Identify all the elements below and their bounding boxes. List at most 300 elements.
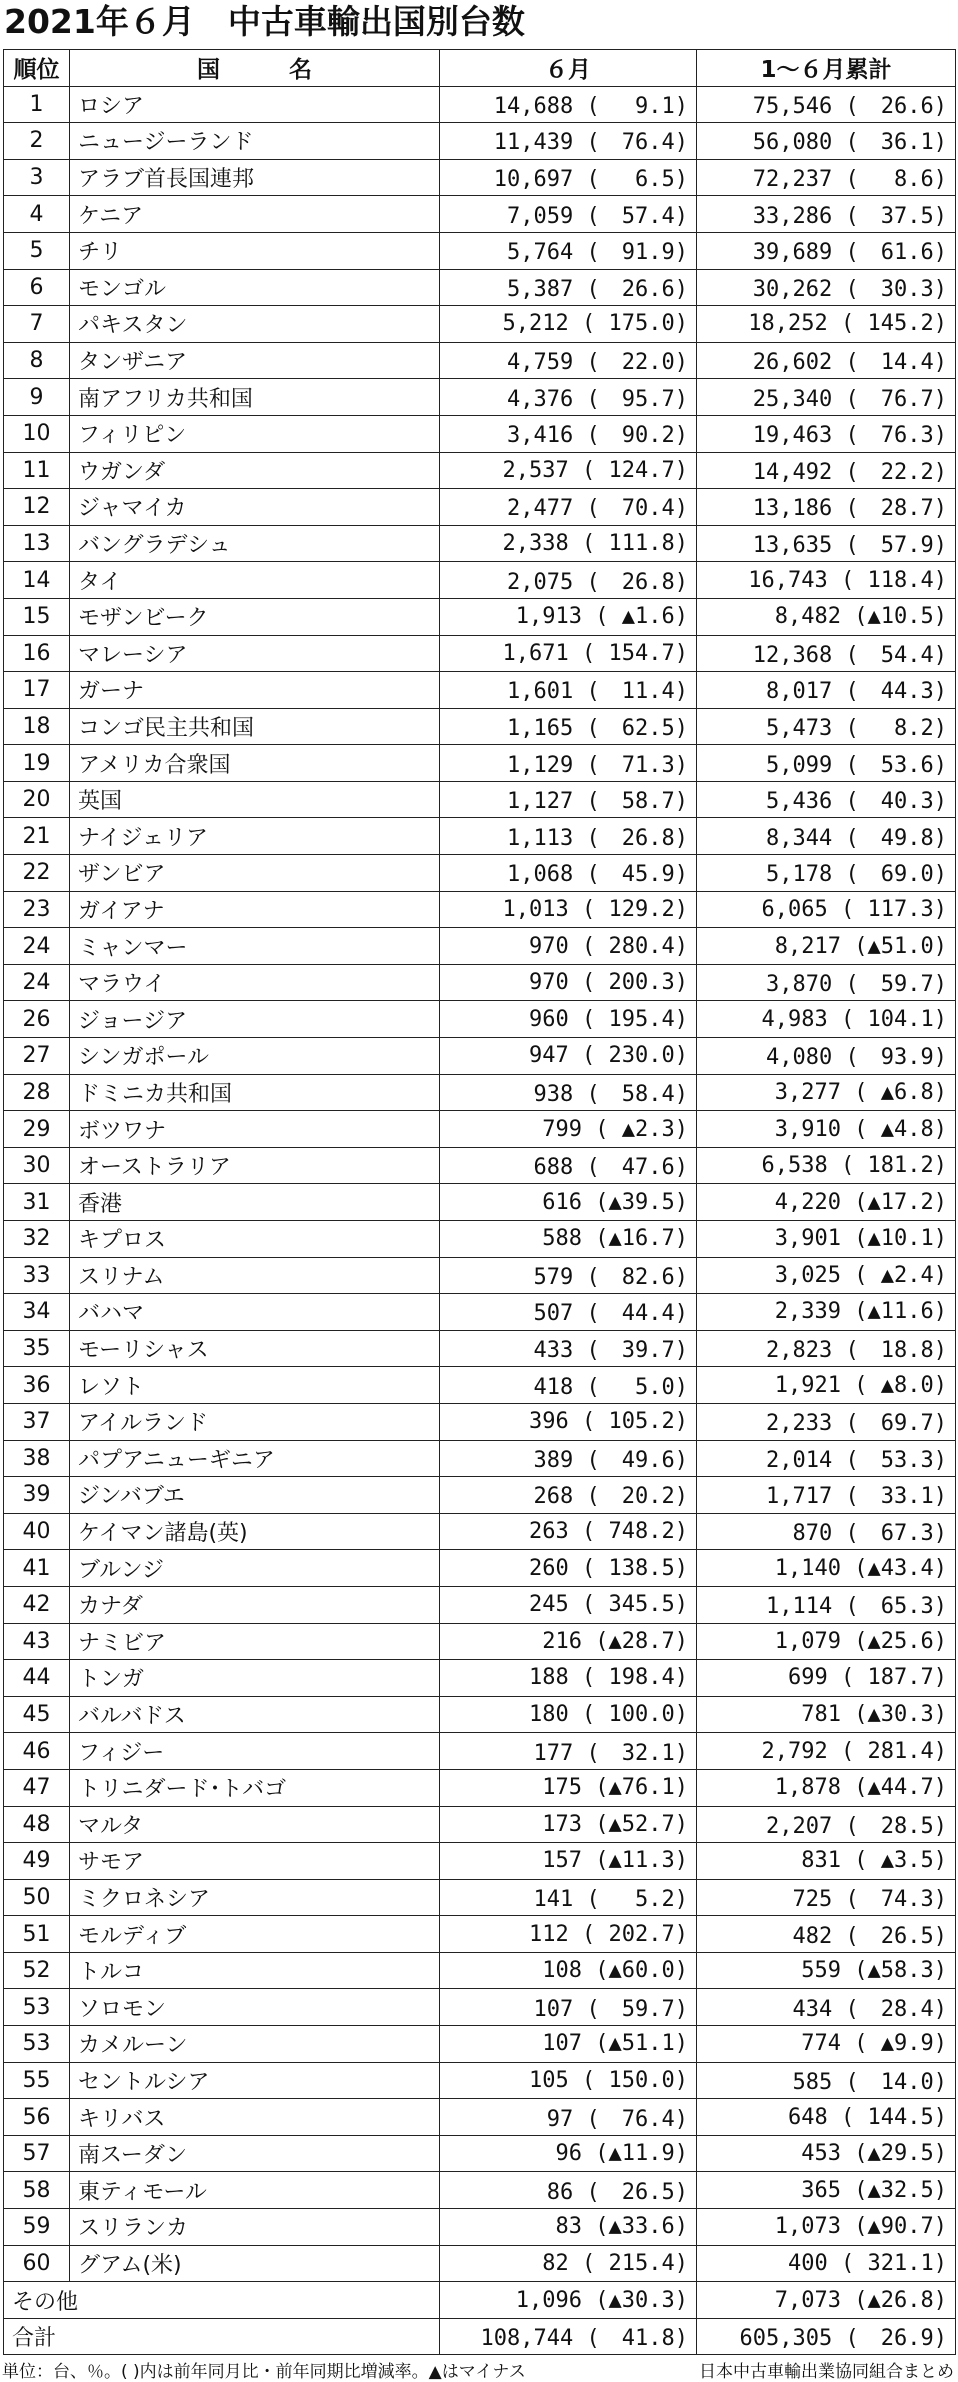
june-cell: [440, 1952, 697, 1989]
table-row: [4, 818, 956, 855]
june-cell-pct: ( 44.4): [586, 1301, 688, 1327]
table-row: [4, 781, 956, 818]
ytd-cell-pct: ( 117.3): [841, 896, 947, 922]
rank-cell: 47: [4, 1769, 70, 1806]
rank-cell: 28: [4, 1074, 70, 1111]
ytd-cell-pct: ( 37.5): [845, 203, 947, 229]
june-cell-value: 173: [542, 1811, 583, 1837]
country-cell: チリ: [70, 232, 440, 269]
june-cell: [440, 1111, 697, 1148]
ytd-cell: [697, 452, 956, 489]
ytd-cell-value: 1,717: [766, 1484, 833, 1510]
june-cell-value: 1,671: [502, 640, 569, 666]
june-cell-pct: ( 200.3): [582, 970, 688, 996]
table-row: [4, 1623, 956, 1660]
others-row-june-value: 1,096: [515, 2287, 583, 2313]
june-cell-pct: (▲28.7): [595, 1628, 688, 1654]
june-cell: [440, 708, 697, 745]
june-cell-value: 4,759: [507, 350, 574, 376]
june-cell-value: 2,338: [502, 531, 569, 557]
export-table: [3, 49, 956, 2355]
june-cell-value: 260: [529, 1555, 569, 1581]
table-row: [4, 1879, 956, 1916]
june-cell: [440, 1513, 697, 1550]
ytd-cell: [697, 1111, 956, 1148]
ytd-cell-value: 4,983: [761, 1006, 828, 1032]
rank-cell: 8: [4, 342, 70, 379]
table-row: [4, 86, 956, 123]
ytd-cell-value: 3,910: [774, 1116, 842, 1142]
country-cell: ニュージーランド: [70, 123, 440, 160]
ytd-cell: [697, 1257, 956, 1294]
june-cell: [440, 2135, 697, 2172]
country-cell: ジョージア: [70, 1001, 440, 1038]
country-cell: キリバス: [70, 2099, 440, 2136]
rank-cell: 16: [4, 635, 70, 672]
june-cell-pct: ( 45.9): [586, 862, 688, 888]
ytd-cell: [697, 1733, 956, 1770]
ytd-cell-value: 13,186: [752, 496, 833, 522]
header-rank: 順位: [4, 50, 70, 87]
june-cell-value: 579: [533, 1264, 574, 1290]
ytd-cell-pct: ( 14.4): [845, 350, 947, 376]
rank-cell: 29: [4, 1111, 70, 1148]
june-cell-value: 960: [529, 1006, 569, 1032]
ytd-cell-value: 8,344: [766, 825, 833, 851]
ytd-cell-pct: ( 26.6): [845, 93, 947, 119]
table-row: [4, 1403, 956, 1440]
country-cell: ドミニカ共和国: [70, 1074, 440, 1111]
june-cell-value: 5,212: [502, 311, 569, 337]
rank-cell: 56: [4, 2099, 70, 2136]
country-cell: 英国: [70, 781, 440, 818]
ytd-cell-value: 725: [792, 1886, 833, 1912]
june-cell-pct: ( 82.6): [586, 1264, 688, 1290]
country-cell: ボツワナ: [70, 1111, 440, 1148]
june-cell-pct: ( 22.0): [586, 350, 688, 376]
rank-cell: 30: [4, 1147, 70, 1184]
june-cell-value: 688: [533, 1155, 574, 1181]
june-cell: [440, 1916, 697, 1953]
ytd-cell-value: 8,217: [774, 933, 842, 959]
june-cell-pct: ( 58.7): [586, 789, 688, 815]
ytd-cell-value: 8,482: [774, 604, 842, 630]
june-cell-pct: ( 47.6): [586, 1155, 688, 1181]
june-cell: [440, 928, 697, 965]
country-cell: アメリカ合衆国: [70, 745, 440, 782]
table-row: [4, 159, 956, 196]
june-cell-pct: ( 111.8): [582, 531, 688, 557]
ytd-cell-pct: ( 53.6): [845, 752, 947, 778]
country-cell: バングラデシュ: [70, 525, 440, 562]
country-cell: オーストラリア: [70, 1147, 440, 1184]
ytd-cell-value: 648: [788, 2104, 828, 2130]
table-row: [4, 1294, 956, 1331]
total-row: [4, 2318, 956, 2355]
ytd-cell-pct: ( 22.2): [845, 459, 947, 485]
rank-cell: 21: [4, 818, 70, 855]
june-cell-pct: ( 95.7): [586, 386, 688, 412]
june-cell: [440, 1403, 697, 1440]
country-cell: ケイマン諸島(英): [70, 1513, 440, 1550]
ytd-cell-value: 25,340: [752, 386, 833, 412]
june-cell: [440, 1769, 697, 1806]
june-cell-value: 112: [529, 1921, 569, 1947]
june-cell: [440, 196, 697, 233]
table-row: [4, 1074, 956, 1111]
others-row-june: [440, 2282, 697, 2319]
table-row: [4, 2099, 956, 2136]
june-cell-pct: ( 9.1): [586, 93, 688, 119]
june-cell: [440, 818, 697, 855]
june-cell-pct: (▲33.6): [595, 2214, 688, 2240]
country-cell: タイ: [70, 562, 440, 599]
ytd-cell-value: 2,014: [766, 1447, 833, 1473]
june-cell-value: 396: [529, 1409, 569, 1435]
rank-cell: 23: [4, 891, 70, 928]
june-cell: [440, 379, 697, 416]
table-row: [4, 415, 956, 452]
ytd-cell-pct: ( 144.5): [841, 2104, 947, 2130]
country-cell: モザンビーク: [70, 598, 440, 635]
june-cell: [440, 159, 697, 196]
june-cell: [440, 1989, 697, 2026]
others-row-ytd-pct: (▲26.8): [854, 2287, 947, 2313]
ytd-cell: [697, 1660, 956, 1697]
rank-cell: 45: [4, 1696, 70, 1733]
rank-cell: 43: [4, 1623, 70, 1660]
rank-cell: 18: [4, 708, 70, 745]
country-cell: スリナム: [70, 1257, 440, 1294]
june-cell: [440, 1550, 697, 1587]
rank-cell: 15: [4, 598, 70, 635]
june-cell: [440, 86, 697, 123]
ytd-cell: [697, 1440, 956, 1477]
ytd-cell: [697, 635, 956, 672]
total-row-ytd-value: 605,305: [739, 2326, 833, 2352]
ytd-cell-value: 3,025: [774, 1262, 842, 1288]
rank-cell: 39: [4, 1477, 70, 1514]
june-cell-pct: (▲11.3): [595, 1848, 688, 1874]
june-cell-value: 216: [542, 1628, 583, 1654]
june-cell: [440, 415, 697, 452]
total-row-ytd: [697, 2318, 956, 2355]
ytd-cell: [697, 745, 956, 782]
june-cell: [440, 635, 697, 672]
table-row: [4, 123, 956, 160]
ytd-cell: [697, 1001, 956, 1038]
june-cell-value: 175: [542, 1775, 583, 1801]
table-row: [4, 1367, 956, 1404]
rank-cell: 41: [4, 1550, 70, 1587]
june-cell: [440, 1879, 697, 1916]
table-row: [4, 1550, 956, 1587]
table-row: [4, 1477, 956, 1514]
june-cell-pct: ( 49.6): [586, 1447, 688, 1473]
table-row: [4, 1111, 956, 1148]
table-row: [4, 1440, 956, 1477]
rank-cell: 32: [4, 1221, 70, 1258]
ytd-cell-pct: ( 181.2): [841, 1153, 947, 1179]
ytd-cell: [697, 928, 956, 965]
country-cell: サモア: [70, 1843, 440, 1880]
june-cell-value: 4,376: [507, 386, 574, 412]
ytd-cell: [697, 196, 956, 233]
table-row: [4, 891, 956, 928]
june-cell: [440, 1184, 697, 1221]
table-row: [4, 196, 956, 233]
table-row: [4, 1147, 956, 1184]
table-row: [4, 2026, 956, 2063]
total-row-june-pct: ( 41.8): [586, 2326, 688, 2352]
table-row: [4, 489, 956, 526]
ytd-cell-pct: ( 281.4): [841, 1738, 947, 1764]
table-row: [4, 672, 956, 709]
ytd-cell-value: 56,080: [752, 130, 833, 156]
june-cell-value: 14,688: [493, 93, 574, 119]
june-cell: [440, 1330, 697, 1367]
ytd-cell-pct: ( 26.5): [845, 1923, 947, 1949]
june-cell: [440, 2026, 697, 2063]
ytd-cell: [697, 1623, 956, 1660]
table-row: [4, 745, 956, 782]
ytd-cell-pct: ( 57.9): [845, 533, 947, 559]
ytd-cell-pct: ( 28.7): [845, 496, 947, 522]
june-cell-value: 180: [529, 1702, 569, 1728]
ytd-cell-pct: (▲32.5): [854, 2177, 947, 2203]
country-cell: ジャマイカ: [70, 489, 440, 526]
ytd-cell: [697, 306, 956, 343]
june-cell-value: 1,601: [507, 679, 574, 705]
table-row: [4, 1221, 956, 1258]
country-cell: カメルーン: [70, 2026, 440, 2063]
ytd-cell-value: 6,065: [761, 896, 828, 922]
table-row: [4, 598, 956, 635]
country-cell: モーリシャス: [70, 1330, 440, 1367]
june-cell-value: 86: [546, 2179, 574, 2205]
ytd-cell-pct: ( 14.0): [845, 2069, 947, 2095]
country-cell: トンガ: [70, 1660, 440, 1697]
ytd-cell: [697, 2172, 956, 2209]
june-cell-pct: ( 280.4): [582, 933, 688, 959]
rank-cell: 35: [4, 1330, 70, 1367]
june-cell-value: 970: [529, 970, 569, 996]
ytd-cell-value: 400: [788, 2250, 828, 2276]
ytd-cell-pct: (▲43.4): [854, 1555, 947, 1581]
table-row: [4, 1038, 956, 1075]
table-row: [4, 1660, 956, 1697]
ytd-cell: [697, 232, 956, 269]
june-cell-value: 1,127: [507, 789, 574, 815]
ytd-cell-value: 559: [801, 1958, 842, 1984]
ytd-cell-pct: ( 145.2): [841, 311, 947, 337]
ytd-cell-pct: ( 33.1): [845, 1484, 947, 1510]
june-cell: [440, 855, 697, 892]
ytd-cell-pct: (▲90.7): [854, 2214, 947, 2240]
ytd-cell: [697, 86, 956, 123]
ytd-cell-value: 18,252: [748, 311, 828, 337]
ytd-cell-pct: ( 30.3): [845, 276, 947, 302]
ytd-cell-pct: (▲29.5): [854, 2141, 947, 2167]
ytd-cell: [697, 342, 956, 379]
rank-cell: 34: [4, 1294, 70, 1331]
june-cell-pct: ( 39.7): [586, 1338, 688, 1364]
rank-cell: 2: [4, 123, 70, 160]
ytd-cell-pct: ( 76.3): [845, 423, 947, 449]
ytd-cell-value: 2,233: [766, 1411, 833, 1437]
ytd-cell: [697, 489, 956, 526]
june-cell-value: 7,059: [507, 203, 574, 229]
june-cell-value: 141: [533, 1886, 574, 1912]
june-cell-value: 2,477: [507, 496, 574, 522]
ytd-cell-value: 699: [788, 1665, 828, 1691]
ytd-cell-pct: ( 76.7): [845, 386, 947, 412]
ytd-cell-value: 8,017: [766, 679, 833, 705]
table-row: [4, 635, 956, 672]
ytd-cell-value: 434: [792, 1996, 833, 2022]
country-cell: レソト: [70, 1367, 440, 1404]
country-cell: ザンビア: [70, 855, 440, 892]
ytd-cell: [697, 1184, 956, 1221]
ytd-cell-value: 781: [801, 1702, 842, 1728]
country-cell: トリニダード･トバゴ: [70, 1769, 440, 1806]
june-cell-pct: (▲76.1): [595, 1775, 688, 1801]
rank-cell: 38: [4, 1440, 70, 1477]
ytd-cell: [697, 598, 956, 635]
ytd-cell: [697, 2245, 956, 2282]
country-cell: ガイアナ: [70, 891, 440, 928]
table-row: [4, 1001, 956, 1038]
rank-cell: 26: [4, 1001, 70, 1038]
ytd-cell-pct: ( ▲2.4): [854, 1262, 947, 1288]
ytd-cell: [697, 2026, 956, 2063]
ytd-cell: [697, 1074, 956, 1111]
rank-cell: 50: [4, 1879, 70, 1916]
table-row: [4, 2245, 956, 2282]
june-cell-pct: ( 100.0): [582, 1702, 688, 1728]
ytd-cell: [697, 1477, 956, 1514]
country-cell: ケニア: [70, 196, 440, 233]
june-cell-value: 433: [533, 1338, 574, 1364]
june-cell-pct: ( 71.3): [586, 752, 688, 778]
ytd-cell-value: 26,602: [752, 350, 833, 376]
june-cell: [440, 1367, 697, 1404]
june-cell-pct: (▲16.7): [595, 1226, 688, 1252]
ytd-cell-pct: ( 93.9): [845, 1045, 947, 1071]
ytd-cell-pct: (▲10.1): [854, 1226, 947, 1252]
june-cell: [440, 2209, 697, 2246]
rank-cell: 6: [4, 269, 70, 306]
rank-cell: 22: [4, 855, 70, 892]
june-cell: [440, 1477, 697, 1514]
june-cell-pct: ( 57.4): [586, 203, 688, 229]
others-row-june-pct: (▲30.3): [595, 2287, 688, 2313]
ytd-cell-pct: ( ▲6.8): [854, 1079, 947, 1105]
others-row-ytd: [697, 2282, 956, 2319]
country-cell: マレーシア: [70, 635, 440, 672]
table-row: [4, 2135, 956, 2172]
ytd-cell: [697, 562, 956, 599]
table-row: [4, 1184, 956, 1221]
june-cell-pct: ( 32.1): [586, 1740, 688, 1766]
june-cell-pct: ( 5.0): [586, 1374, 688, 1400]
ytd-cell: [697, 781, 956, 818]
ytd-cell: [697, 708, 956, 745]
table-row: [4, 1733, 956, 1770]
ytd-cell: [697, 1843, 956, 1880]
ytd-cell-value: 72,237: [752, 167, 833, 193]
ytd-cell-pct: (▲58.3): [854, 1958, 947, 1984]
rank-cell: 44: [4, 1660, 70, 1697]
ytd-cell-value: 5,473: [766, 715, 833, 741]
ytd-cell-value: 4,080: [766, 1045, 833, 1071]
rank-cell: 1: [4, 86, 70, 123]
ytd-cell-pct: ( 36.1): [845, 130, 947, 156]
june-cell: [440, 964, 697, 1001]
june-cell-pct: ( 26.6): [586, 276, 688, 302]
ytd-cell: [697, 379, 956, 416]
rank-cell: 53: [4, 2026, 70, 2063]
ytd-cell: [697, 1696, 956, 1733]
june-cell-pct: (▲51.1): [595, 2031, 688, 2057]
june-cell-value: 108: [542, 1958, 583, 1984]
june-cell-pct: ( 345.5): [582, 1592, 688, 1618]
total-row-ytd-pct: ( 26.9): [845, 2326, 947, 2352]
ytd-cell-pct: ( 8.6): [845, 167, 947, 193]
june-cell: [440, 1623, 697, 1660]
ytd-cell-pct: ( 28.5): [845, 1813, 947, 1839]
june-cell-value: 1,013: [502, 896, 569, 922]
table-row: [4, 2062, 956, 2099]
country-cell: ミクロネシア: [70, 1879, 440, 1916]
country-cell: タンザニア: [70, 342, 440, 379]
june-cell: [440, 1586, 697, 1623]
june-cell-value: 105: [529, 2067, 569, 2093]
june-cell-value: 947: [529, 1043, 569, 1069]
ytd-cell: [697, 415, 956, 452]
june-cell-value: 938: [533, 1081, 574, 1107]
rank-cell: 53: [4, 1989, 70, 2026]
june-cell: [440, 1733, 697, 1770]
ytd-cell: [697, 1879, 956, 1916]
june-cell: [440, 306, 697, 343]
rank-cell: 10: [4, 415, 70, 452]
ytd-cell-value: 2,823: [766, 1338, 833, 1364]
country-cell: カナダ: [70, 1586, 440, 1623]
june-cell-value: 5,764: [507, 240, 574, 266]
june-cell-value: 970: [529, 933, 569, 959]
table-row: [4, 1330, 956, 1367]
table-row: [4, 1916, 956, 1953]
country-cell: モンゴル: [70, 269, 440, 306]
june-cell-value: 107: [542, 2031, 583, 2057]
june-cell: [440, 2245, 697, 2282]
country-cell: パキスタン: [70, 306, 440, 343]
june-cell: [440, 1806, 697, 1843]
june-cell: [440, 2099, 697, 2136]
ytd-cell-pct: ( 8.2): [845, 715, 947, 741]
ytd-cell: [697, 2135, 956, 2172]
ytd-cell-value: 870: [792, 1521, 833, 1547]
june-cell-pct: ( 124.7): [582, 457, 688, 483]
june-cell: [440, 1843, 697, 1880]
ytd-cell: [697, 123, 956, 160]
country-cell: ウガンダ: [70, 452, 440, 489]
june-cell: [440, 1038, 697, 1075]
ytd-cell: [697, 1330, 956, 1367]
june-cell-value: 177: [533, 1740, 574, 1766]
country-cell: マラウイ: [70, 964, 440, 1001]
